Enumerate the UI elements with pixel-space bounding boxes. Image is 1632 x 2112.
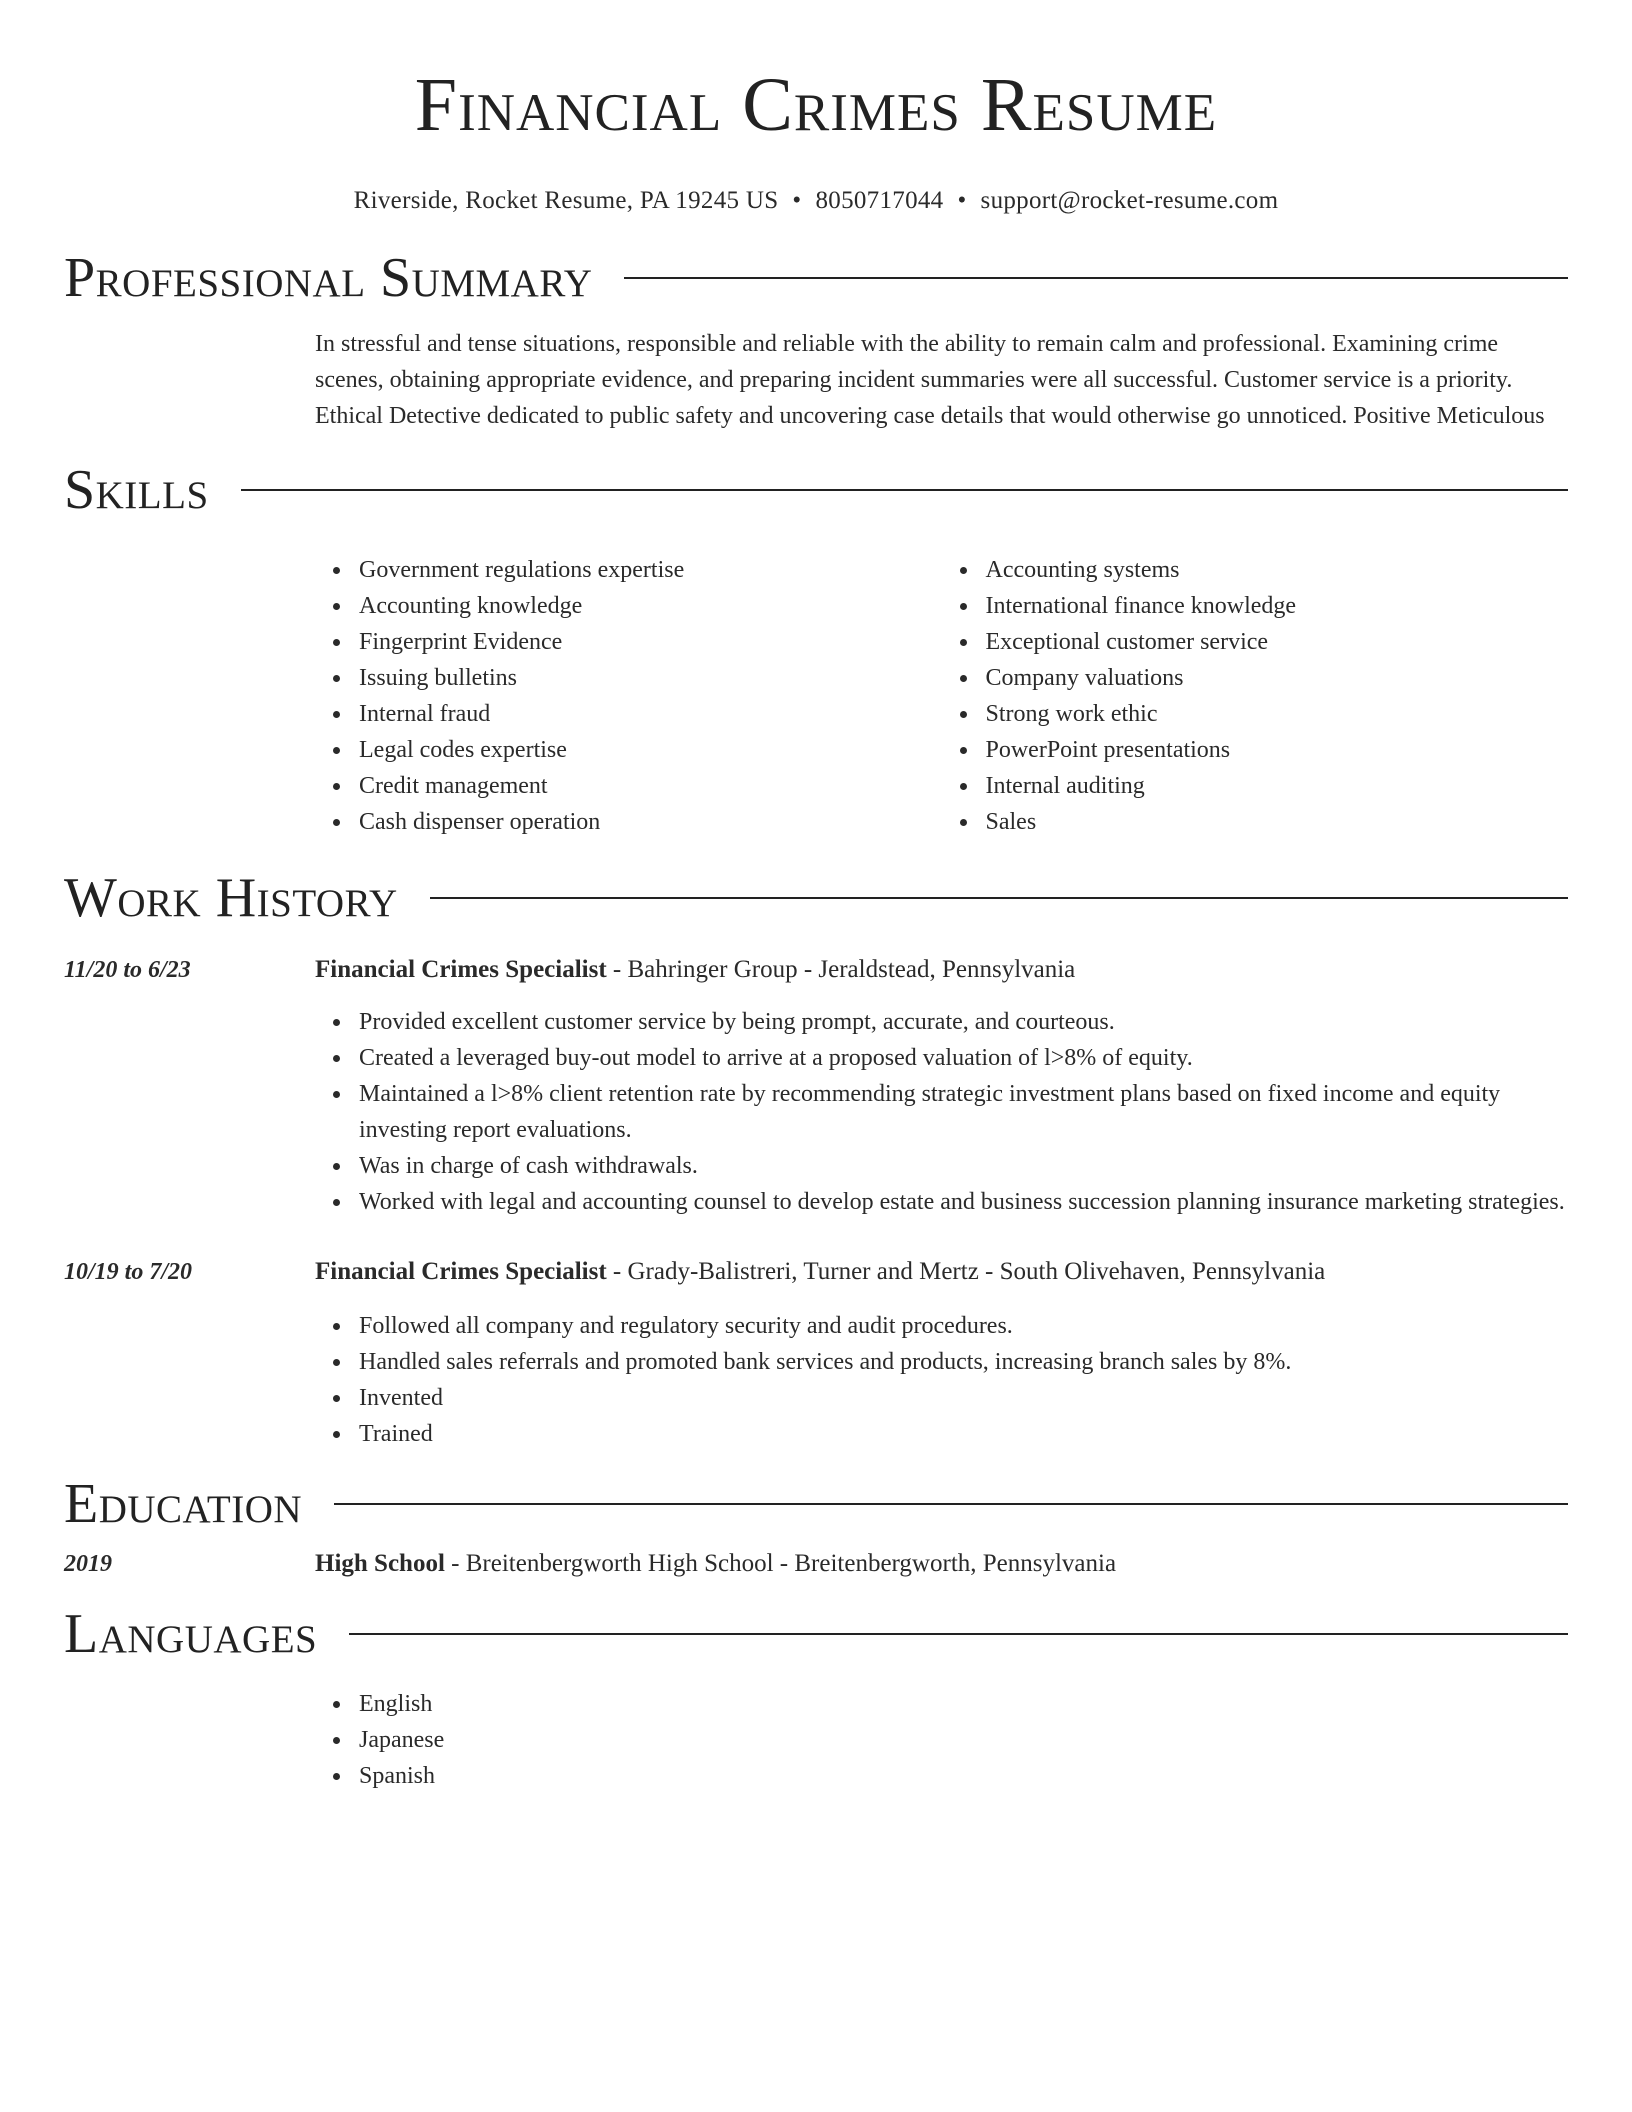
work-history-header bbox=[64, 868, 1568, 928]
education-heading: Education bbox=[64, 1473, 303, 1535]
job-bullet: Created a leveraged buy-out model to arrive at a proposed valuation of l>8% of equity. bbox=[359, 1040, 1568, 1076]
skill-item: International finance knowledge bbox=[986, 588, 1569, 624]
job-bullet: Was in charge of cash withdrawals. bbox=[359, 1148, 1568, 1184]
skill-item: Internal auditing bbox=[986, 768, 1569, 804]
language-item: Spanish bbox=[359, 1758, 1568, 1794]
skills-body bbox=[315, 552, 1568, 840]
job-bullets bbox=[315, 1004, 1568, 1220]
education-section bbox=[64, 1474, 1568, 1582]
skill-item: Strong work ethic bbox=[986, 696, 1569, 732]
contact-phone: 8050717044 bbox=[815, 187, 944, 214]
job-bullets bbox=[315, 1308, 1568, 1452]
section-divider bbox=[349, 1633, 1568, 1635]
contact-email: support@rocket-resume.com bbox=[980, 187, 1279, 214]
language-item: English bbox=[359, 1686, 1568, 1722]
skills-heading: Skills bbox=[64, 459, 209, 521]
skill-item: Issuing bulletins bbox=[359, 660, 942, 696]
education-header-line bbox=[315, 1546, 1568, 1582]
work-history-heading: Work History bbox=[64, 867, 398, 929]
separator-dot: • bbox=[792, 187, 802, 214]
education-entry bbox=[64, 1546, 1568, 1582]
job-date: 10/19 to 7/20 bbox=[64, 1259, 193, 1285]
skill-item: Accounting knowledge bbox=[359, 588, 942, 624]
education-degree: High School bbox=[315, 1550, 445, 1577]
skill-item: Accounting systems bbox=[986, 552, 1569, 588]
education-date: 2019 bbox=[64, 1551, 112, 1577]
skill-item: Credit management bbox=[359, 768, 942, 804]
section-divider bbox=[430, 897, 1568, 899]
skill-item: Fingerprint Evidence bbox=[359, 624, 942, 660]
skills-list-right bbox=[942, 552, 1569, 840]
job-header bbox=[315, 1254, 1568, 1290]
separator-dot: • bbox=[957, 187, 967, 214]
job-bullet: Followed all company and regulatory security and audit procedures. bbox=[359, 1308, 1568, 1344]
job-date: 11/20 to 6/23 bbox=[64, 957, 191, 983]
languages-section bbox=[64, 1604, 1568, 1794]
education-header bbox=[64, 1474, 1568, 1534]
summary-body bbox=[315, 326, 1568, 434]
section-divider bbox=[241, 489, 1568, 491]
summary-header bbox=[64, 248, 1568, 308]
job-bullet: Maintained a l>8% client retention rate by recommending strategic investment plans based on fixed income and equity investing report evaluations. bbox=[359, 1076, 1568, 1148]
job-company: - Bahringer Group - Jeraldstead, Pennsylvania bbox=[606, 956, 1076, 983]
skill-item: Government regulations expertise bbox=[359, 552, 942, 588]
skill-item: PowerPoint presentations bbox=[986, 732, 1569, 768]
resume-page bbox=[64, 0, 1568, 1794]
education-school: - Breitenbergworth High School - Breitenbergworth, Pennsylvania bbox=[444, 1550, 1117, 1577]
skill-item: Internal fraud bbox=[359, 696, 942, 732]
skill-item: Cash dispenser operation bbox=[359, 804, 942, 840]
contact-line bbox=[64, 186, 1568, 216]
languages-list bbox=[315, 1686, 1568, 1794]
job-title: Financial Crimes Specialist bbox=[315, 956, 607, 983]
job-bullet: Trained bbox=[359, 1416, 1568, 1452]
summary-section bbox=[64, 248, 1568, 434]
job-bullet: Worked with legal and accounting counsel to develop estate and business succession planning insurance marketing strategies. bbox=[359, 1184, 1568, 1220]
skill-item: Company valuations bbox=[986, 660, 1569, 696]
job-entry bbox=[64, 1254, 1568, 1452]
languages-heading: Languages bbox=[64, 1603, 318, 1665]
contact-address: Riverside, Rocket Resume, PA 19245 US bbox=[353, 187, 779, 214]
work-history-section bbox=[64, 868, 1568, 1452]
skills-section bbox=[64, 460, 1568, 840]
job-bullet: Provided excellent customer service by being prompt, accurate, and courteous. bbox=[359, 1004, 1568, 1040]
resume-title: Financial Crimes Resume bbox=[414, 63, 1218, 147]
job-title: Financial Crimes Specialist bbox=[315, 1258, 607, 1285]
skills-list-left bbox=[315, 552, 942, 840]
section-divider bbox=[624, 277, 1568, 279]
job-company: - Grady-Balistreri, Turner and Mertz - South Olivehaven, Pennsylvania bbox=[606, 1258, 1326, 1285]
section-divider bbox=[334, 1503, 1568, 1505]
job-bullet: Invented bbox=[359, 1380, 1568, 1416]
summary-heading: Professional Summary bbox=[64, 247, 593, 309]
skill-item: Legal codes expertise bbox=[359, 732, 942, 768]
job-entry bbox=[64, 952, 1568, 1220]
languages-header bbox=[64, 1604, 1568, 1664]
summary-text: In stressful and tense situations, responsible and reliable with the ability to remain calm and professional. Examining crime scenes, obtaining appropriate evidence, and preparing incident summaries were all successful. Customer service is a priority. Ethical Detective dedicated to public safety and uncovering case details that would otherwise go unnoticed. Positive Meticulous bbox=[315, 331, 1545, 429]
skill-item: Exceptional customer service bbox=[986, 624, 1569, 660]
job-header bbox=[315, 952, 1568, 988]
language-item: Japanese bbox=[359, 1722, 1568, 1758]
skills-header bbox=[64, 460, 1568, 520]
job-bullet: Handled sales referrals and promoted bank services and products, increasing branch sales by 8%. bbox=[359, 1344, 1568, 1380]
skill-item: Sales bbox=[986, 804, 1569, 840]
